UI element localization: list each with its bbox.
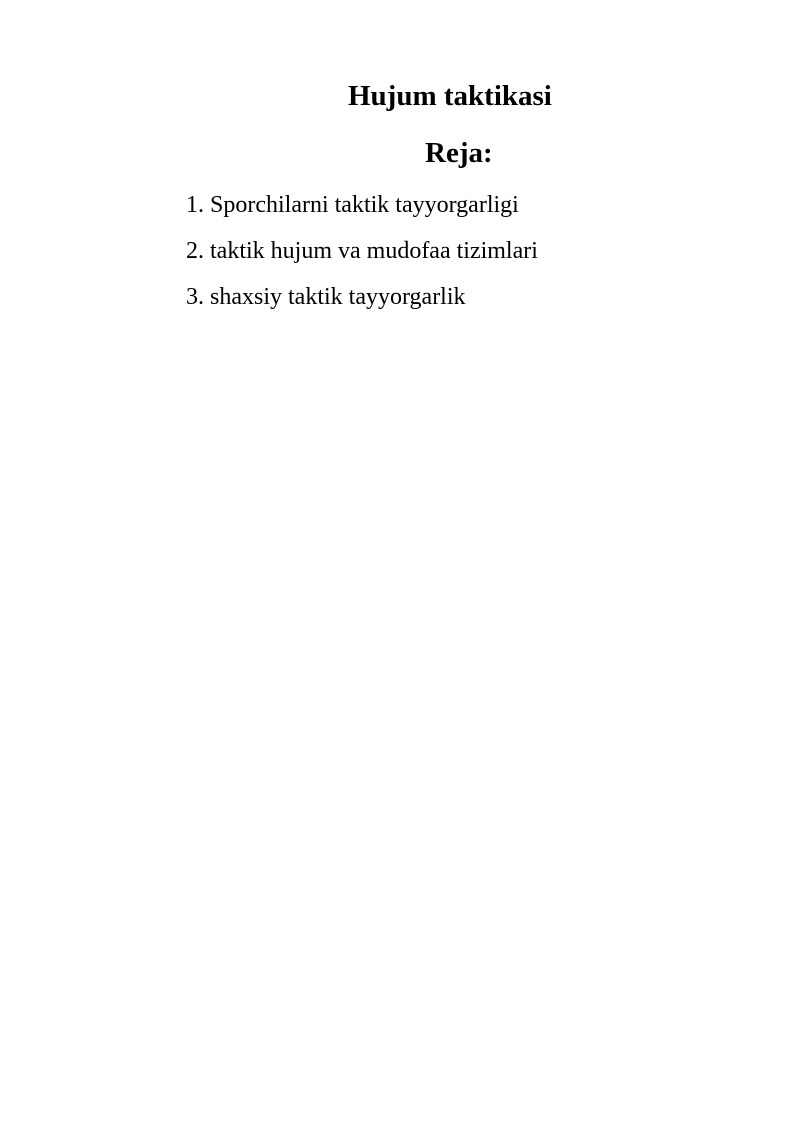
list-item-number: 3. (186, 284, 204, 310)
list-item-number: 1. (186, 192, 204, 218)
list-item (186, 233, 538, 279)
list-item (186, 187, 538, 233)
list-item-text: taktik hujum va mudofaa tizimlari (210, 238, 538, 264)
list-item-number: 2. (186, 238, 204, 264)
list-item (186, 279, 538, 325)
page-title: Hujum taktikasi (348, 80, 552, 112)
plan-list (186, 187, 538, 325)
list-item-text: Sporchilarni taktik tayyorgarligi (210, 192, 519, 218)
plan-heading: Reja: (425, 137, 493, 169)
list-item-text: shaxsiy taktik tayyorgarlik (210, 284, 466, 310)
